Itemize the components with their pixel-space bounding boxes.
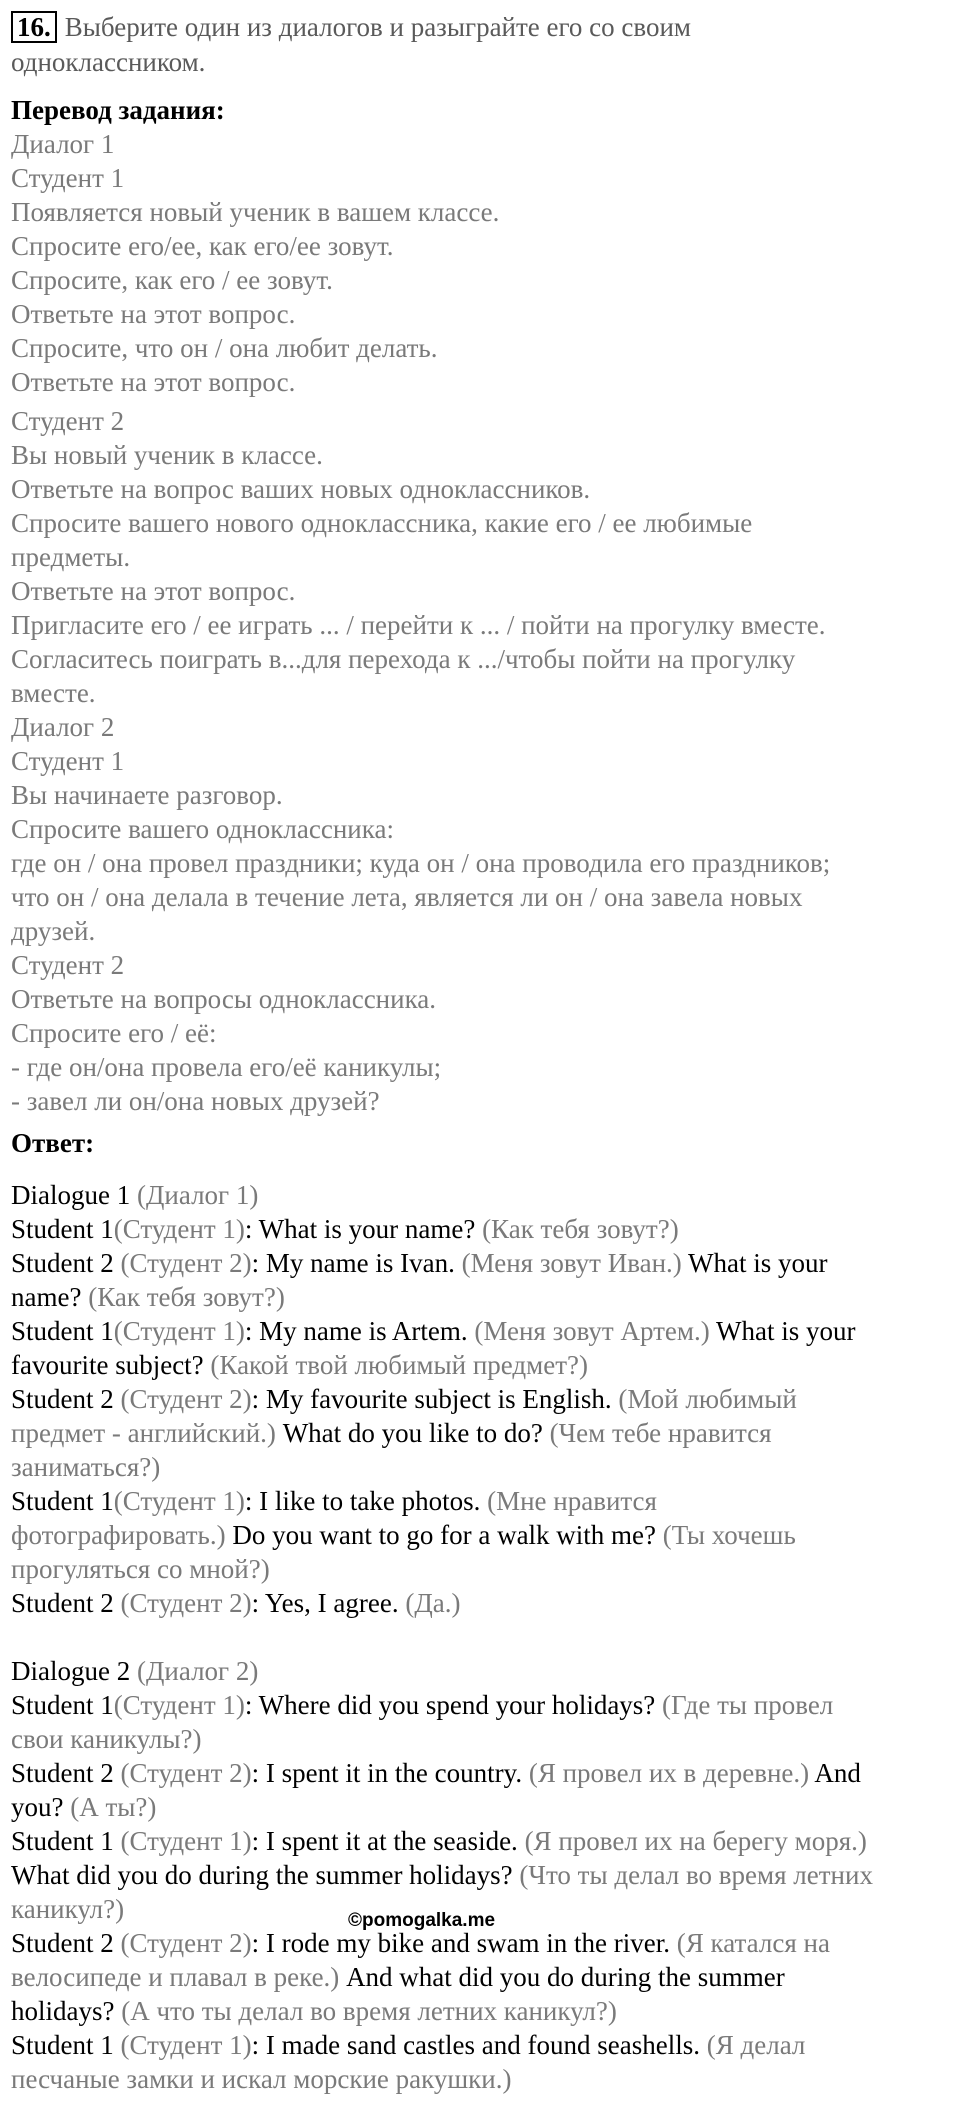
english-text: : Where did you spend your holidays?	[244, 1690, 663, 1720]
english-text: : I made sand castles and found seashells.	[251, 2030, 707, 2060]
english-text: : My favourite subject is English.	[251, 1384, 619, 1414]
russian-translation: (Студент 2)	[120, 1928, 252, 1958]
task-number: 16.	[11, 11, 57, 43]
answer-line	[11, 1314, 855, 1348]
answer-line	[11, 1688, 833, 1722]
russian-translation: (Как тебя зовут?)	[88, 1282, 285, 1312]
english-text: : My name is Artem.	[244, 1316, 475, 1346]
russian-translation: (А что ты делал во время летних каникул?)	[121, 1996, 617, 2026]
english-text: Student 2	[11, 1384, 121, 1414]
english-text: What is your	[681, 1248, 828, 1278]
english-text: Dialogue 1	[11, 1180, 137, 1210]
translation-line: Спросите вашего одноклассника:	[11, 814, 394, 844]
translation-line: Студент 2	[11, 406, 125, 436]
russian-translation: прогуляться со мной?)	[11, 1554, 270, 1584]
translation-line: предметы.	[11, 542, 131, 572]
answer-line	[11, 1586, 461, 1620]
task-line-1	[11, 10, 691, 44]
russian-translation: (Студент 1)	[120, 1826, 252, 1856]
english-text: : I like to take photos.	[244, 1486, 488, 1516]
russian-translation: (Я провел их в деревне.)	[528, 1758, 810, 1788]
english-text: favourite subject?	[11, 1350, 211, 1380]
answer-line	[11, 1518, 796, 1552]
answer-line	[11, 1790, 156, 1824]
translation-line: Ответьте на вопрос ваших новых одноклассников.	[11, 474, 591, 504]
translation-line: Появляется новый ученик в вашем классе.	[11, 197, 500, 227]
answer-line	[11, 1450, 160, 1484]
russian-translation: (Студент 1)	[113, 1486, 245, 1516]
russian-translation: (Диалог 1)	[136, 1180, 259, 1210]
english-text: : What is your name?	[244, 1214, 483, 1244]
russian-translation: (А ты?)	[70, 1792, 157, 1822]
english-text: Student 1	[11, 1486, 114, 1516]
russian-translation: (Мой любимый	[618, 1384, 797, 1414]
english-text: Student 2	[11, 1248, 121, 1278]
russian-translation: (Студент 1)	[113, 1690, 245, 1720]
answer-line	[11, 1960, 785, 1994]
english-text: : I spent it in the country.	[251, 1758, 529, 1788]
russian-translation: свои каникулы?)	[11, 1724, 202, 1754]
translation-line: Вы начинаете разговор.	[11, 780, 283, 810]
translation-heading: Перевод задания:	[11, 95, 225, 125]
english-text: Student 1	[11, 1826, 121, 1856]
russian-translation: (Я провел их на берегу моря.)	[524, 1826, 867, 1856]
russian-translation: (Студент 1)	[113, 1214, 245, 1244]
english-text: you?	[11, 1792, 71, 1822]
english-text: And what did you do during the summer	[339, 1962, 785, 1992]
english-text: What do you like to do?	[275, 1418, 550, 1448]
translation-line: друзей.	[11, 916, 96, 946]
russian-translation: (Как тебя зовут?)	[482, 1214, 679, 1244]
answer-line	[11, 1178, 258, 1212]
translation-line: Спросите, что он / она любит делать.	[11, 333, 438, 363]
task-text-2: одноклассником.	[11, 47, 206, 77]
answer-line	[11, 1654, 258, 1688]
translation-line: Студент 1	[11, 746, 125, 776]
english-text: And	[809, 1758, 861, 1788]
english-text: Student 2	[11, 1758, 121, 1788]
translation-line: - завел ли он/она новых друзей?	[11, 1086, 380, 1116]
russian-translation: (Студент 2)	[120, 1588, 252, 1618]
translation-line: Ответьте на этот вопрос.	[11, 367, 296, 397]
answer-line	[11, 2062, 511, 2096]
answer-line	[11, 1416, 772, 1450]
translation-line: Студент 1	[11, 163, 125, 193]
english-text: Do you want to go for a walk with me?	[232, 1520, 663, 1550]
russian-translation: (Студент 1)	[113, 1316, 245, 1346]
translation-line: Студент 2	[11, 950, 125, 980]
answer-line	[11, 1484, 657, 1518]
translation-line: Вы новый ученик в классе.	[11, 440, 323, 470]
translation-line: Спросите, как его / ее зовут.	[11, 265, 333, 295]
russian-translation: (Меня зовут Иван.)	[461, 1248, 682, 1278]
translation-line: Диалог 1	[11, 129, 115, 159]
answer-line	[11, 1382, 797, 1416]
english-text: Student 2	[11, 1928, 121, 1958]
english-text: : Yes, I agree.	[251, 1588, 406, 1618]
russian-translation: (Я делал	[706, 2030, 806, 2060]
russian-translation: (Я катался на	[676, 1928, 830, 1958]
russian-translation: заниматься?)	[11, 1452, 161, 1482]
translation-line: Пригласите его / ее играть ... / перейти к ... / пойти на прогулку вместе.	[11, 610, 826, 640]
translation-line: Ответьте на этот вопрос.	[11, 576, 296, 606]
russian-translation: предмет - английский.)	[11, 1418, 276, 1448]
english-text: Student 1	[11, 1316, 114, 1346]
translation-line: Согласитесь поиграть в...для перехода к .../чтобы пойти на прогулку	[11, 644, 796, 674]
english-text: Student 2	[11, 1588, 121, 1618]
translation-line: что он / она делала в течение лета, является ли он / она завела новых	[11, 882, 803, 912]
russian-translation: (Где ты провел	[662, 1690, 834, 1720]
russian-translation: песчаные замки и искал морские ракушки.)	[11, 2064, 512, 2094]
english-text: Student 1	[11, 1690, 114, 1720]
answer-line	[11, 1280, 285, 1314]
answer-line	[11, 1756, 861, 1790]
russian-translation: (Да.)	[405, 1588, 461, 1618]
russian-translation: (Студент 2)	[120, 1248, 252, 1278]
russian-translation: (Что ты делал во время летних	[519, 1860, 873, 1890]
translation-line: Ответьте на вопросы одноклассника.	[11, 984, 437, 1014]
translation-line: - где он/она провела его/её каникулы;	[11, 1052, 442, 1082]
english-text: Dialogue 2	[11, 1656, 137, 1686]
russian-translation: (Студент 1)	[120, 2030, 252, 2060]
russian-translation: (Диалог 2)	[136, 1656, 259, 1686]
translation-line: вместе.	[11, 678, 96, 708]
task-text-1: Выберите один из диалогов и разыграйте его со своим	[64, 12, 691, 42]
english-text: name?	[11, 1282, 89, 1312]
russian-translation: (Какой твой любимый предмет?)	[210, 1350, 588, 1380]
answer-line	[11, 1994, 617, 2028]
answer-line	[11, 2028, 805, 2062]
answer-heading: Ответ:	[11, 1128, 95, 1158]
russian-translation: (Студент 2)	[120, 1758, 252, 1788]
russian-translation: фотографировать.)	[11, 1520, 233, 1550]
answer-line	[11, 1824, 867, 1858]
english-text: Student 1	[11, 2030, 121, 2060]
english-text: : I rode my bike and swam in the river.	[251, 1928, 677, 1958]
translation-line: Спросите его / её:	[11, 1018, 217, 1048]
translation-line: Диалог 2	[11, 712, 115, 742]
answer-line	[11, 1858, 873, 1892]
translation-line: Ответьте на этот вопрос.	[11, 299, 296, 329]
english-text: What is your	[709, 1316, 856, 1346]
russian-translation: (Мне нравится	[487, 1486, 657, 1516]
russian-translation: велосипеде и плавал в реке.)	[11, 1962, 340, 1992]
answer-line	[11, 1212, 679, 1246]
russian-translation: (Ты хочешь	[662, 1520, 796, 1550]
russian-translation: (Студент 2)	[120, 1384, 252, 1414]
russian-translation: (Меня зовут Артем.)	[474, 1316, 710, 1346]
english-text: : My name is Ivan.	[251, 1248, 462, 1278]
answer-line	[11, 1722, 201, 1756]
translation-line: где он / она провел праздники; куда он / она проводила его праздников;	[11, 848, 831, 878]
watermark: ©pomogalka.me	[348, 1910, 496, 1931]
answer-line	[11, 1552, 270, 1586]
answer-line	[11, 1348, 588, 1382]
translation-line: Спросите вашего нового одноклассника, какие его / ее любимые	[11, 508, 753, 538]
english-text: : I spent it at the seaside.	[251, 1826, 525, 1856]
english-text: Student 1	[11, 1214, 114, 1244]
translation-line: Спросите его/ее, как его/ее зовут.	[11, 231, 394, 261]
english-text: What did you do during the summer holidays?	[11, 1860, 520, 1890]
russian-translation: каникул?)	[11, 1894, 125, 1924]
russian-translation: (Чем тебе нравится	[549, 1418, 772, 1448]
english-text: holidays?	[11, 1996, 122, 2026]
answer-line	[11, 1892, 124, 1926]
answer-line	[11, 1246, 828, 1280]
